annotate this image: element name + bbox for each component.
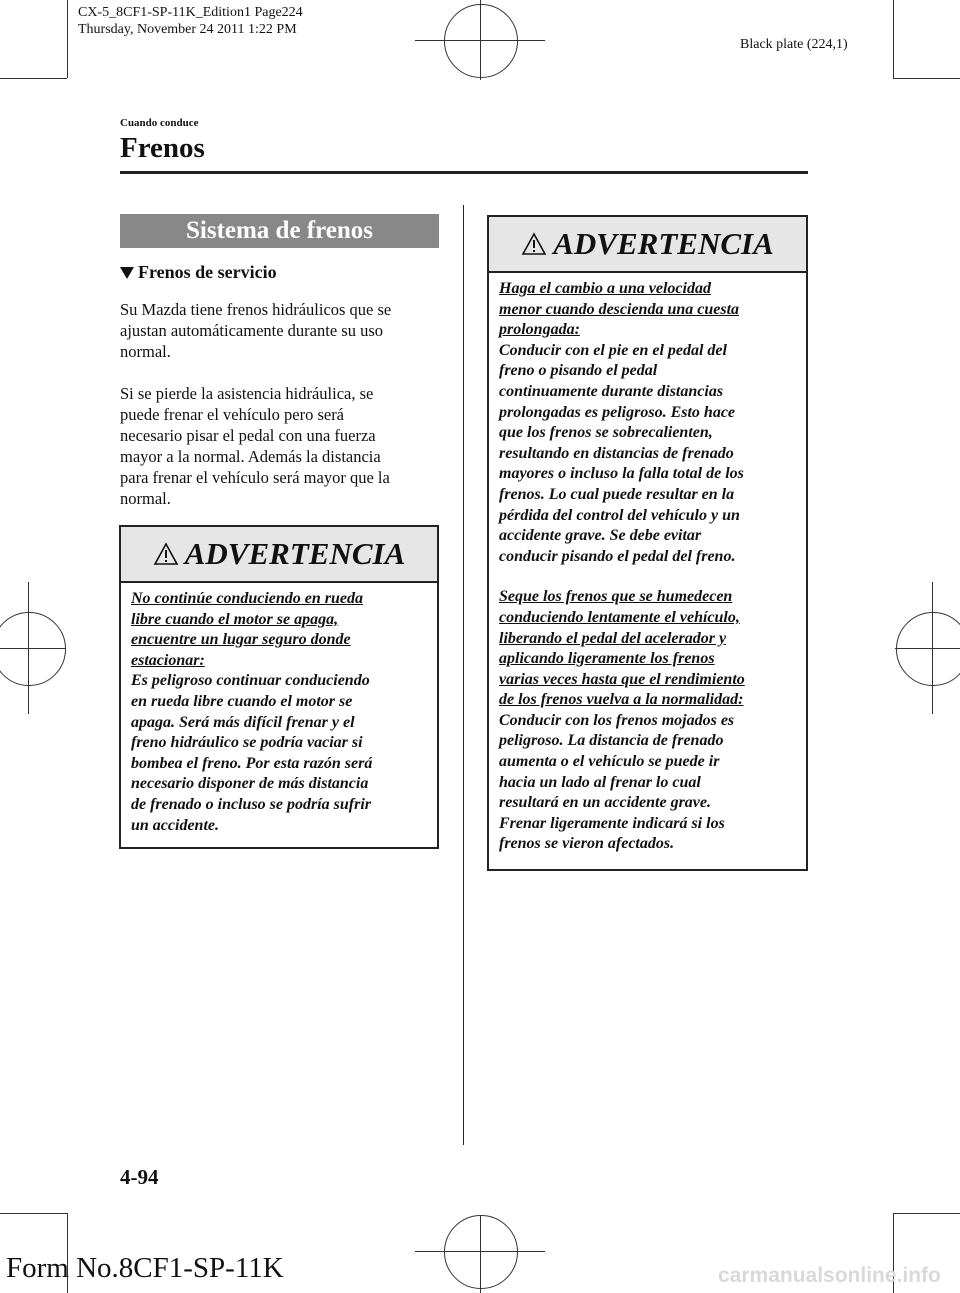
section-title: Frenos (120, 132, 205, 164)
text-line: para frenar el vehículo será mayor que la (120, 468, 390, 487)
subheading-text: Frenos de servicio (138, 262, 277, 282)
warning-title: ADVERTENCIA (184, 536, 406, 571)
warning-text-line: peligroso. La distancia de frenado (499, 732, 724, 750)
warning-text-line: conducir pisando el pedal del freno. (499, 547, 736, 565)
text-line: normal. (120, 342, 171, 361)
crop-mark (67, 0, 68, 78)
registration-mark-bottom (444, 1215, 518, 1289)
warning-text-line: apaga. Será más difícil frenar y el (131, 713, 355, 731)
warning-text-line: necesario disponer de más distancia (131, 775, 369, 793)
warning-text-line: hacia un lado al frenar lo cual (499, 773, 701, 791)
text-line: Su Mazda tiene frenos hidráulicos que se (120, 300, 392, 319)
watermark: carmanualsonline.info (718, 1264, 941, 1287)
page-number: 4-94 (120, 1165, 159, 1189)
crop-mark (0, 1213, 67, 1214)
crop-mark (28, 582, 29, 714)
text-line: Si se pierde la asistencia hidráulica, se (120, 384, 374, 403)
warning-text-line: en rueda libre cuando el motor se (131, 692, 353, 710)
warning-box-right (487, 215, 808, 871)
warning-text-line: Frenar ligeramente indicará si los (499, 814, 725, 832)
paragraph-1 (120, 299, 450, 362)
warning-underlined-line: de los frenos vuelva a la normalidad: (499, 691, 744, 709)
column-divider (463, 205, 464, 1145)
warning-text-line: aumenta o el vehículo se puede ir (499, 753, 720, 771)
paragraph-gap (499, 567, 798, 587)
crop-mark (480, 0, 481, 80)
text-line: normal. (120, 489, 171, 508)
section-banner: Sistema de frenos (120, 214, 439, 248)
warning-underlined-line: aplicando ligeramente los frenos (499, 650, 715, 668)
file-line: CX-5_8CF1-SP-11K_Edition1 Page224 (78, 5, 303, 20)
warning-text-line: de frenado o incluso se podría sufrir (131, 795, 372, 813)
warning-underlined-line: estacionar: (131, 651, 205, 669)
warning-text-line: Conducir con el pie en el pedal del (499, 341, 727, 359)
warning-text-line: prolongadas es peligroso. Esto hace (499, 403, 736, 421)
triangle-bullet-icon (120, 267, 134, 279)
crop-mark (895, 648, 960, 649)
plate-label: Black plate (224,1) (740, 37, 848, 52)
warning-text-line: frenos. Lo cual puede resultar en la (499, 485, 735, 503)
warning-underlined-line: varias veces hasta que el rendimiento (499, 670, 745, 688)
form-number: Form No.8CF1-SP-11K (6, 1252, 284, 1284)
warning-text-line: resultará en un accidente grave. (499, 794, 711, 812)
paragraph-2 (120, 383, 450, 509)
warning-text-line: continuamente durante distancias (499, 382, 724, 400)
warning-text-line: Es peligroso continuar conduciendo (131, 672, 370, 690)
warning-underlined-line: conduciendo lentamente el vehículo, (499, 608, 740, 626)
text-line: ajustan automáticamente durante su uso (120, 321, 384, 340)
file-info (78, 4, 303, 38)
warning-underlined-line: Haga el cambio a una velocidad (499, 280, 711, 297)
date-line: Thursday, November 24 2011 1:22 PM (78, 22, 297, 37)
warning-text-line: un accidente. (131, 816, 219, 834)
warning-text-line: freno o pisando el pedal (499, 362, 658, 380)
warning-triangle-icon (521, 232, 547, 256)
text-line: necesario pisar el pedal con una fuerza (120, 426, 376, 445)
warning-underlined-line: Seque los frenos que se humedecen (499, 588, 733, 606)
warning-header (121, 527, 437, 583)
section-label: Cuando conduce (120, 117, 199, 129)
crop-mark (932, 582, 933, 714)
warning-underlined-line: menor cuando descienda una cuesta (499, 300, 740, 318)
warning-text-line: Conducir con los frenos mojados es (499, 711, 735, 729)
registration-mark-top (444, 4, 518, 78)
crop-mark (0, 648, 65, 649)
warning-body (489, 273, 806, 865)
warning-triangle-icon (153, 542, 179, 566)
subheading (120, 262, 277, 283)
warning-body (121, 583, 437, 846)
crop-mark (480, 1215, 481, 1293)
warning-text-line: freno hidráulico se podría vaciar si (131, 734, 363, 752)
warning-underlined-line: libre cuando el motor se apaga, (131, 610, 339, 628)
crop-mark (893, 78, 960, 79)
warning-underlined-line: No continúe conduciendo en rueda (131, 590, 364, 607)
warning-box-left (119, 525, 439, 849)
warning-text-line: pérdida del control del vehículo y un (499, 506, 740, 524)
header-rule (120, 171, 808, 174)
warning-text-line: accidente grave. Se debe evitar (499, 527, 702, 545)
registration-mark-right (896, 612, 960, 686)
text-line: puede frenar el vehículo pero será (120, 405, 345, 424)
warning-header (489, 217, 806, 273)
crop-mark (893, 0, 894, 78)
warning-text-line: resultando en distancias de frenado (499, 444, 734, 462)
crop-mark (893, 1213, 960, 1214)
warning-underlined-line: prolongada: (499, 321, 580, 339)
warning-underlined-line: liberando el pedal del acelerador y (499, 629, 727, 647)
registration-mark-left (0, 612, 66, 686)
warning-text-line: que los frenos se sobrecalienten, (499, 424, 713, 442)
text-line: mayor a la normal. Además la distancia (120, 447, 381, 466)
crop-mark (0, 78, 67, 79)
warning-text-line: frenos se vieron afectados. (499, 835, 675, 853)
warning-title: ADVERTENCIA (553, 226, 774, 261)
warning-text-line: bombea el freno. Por esta razón será (131, 754, 373, 772)
warning-text-line: mayores o incluso la falla total de los (499, 465, 744, 483)
warning-underlined-line: encuentre un lugar seguro donde (131, 631, 351, 649)
